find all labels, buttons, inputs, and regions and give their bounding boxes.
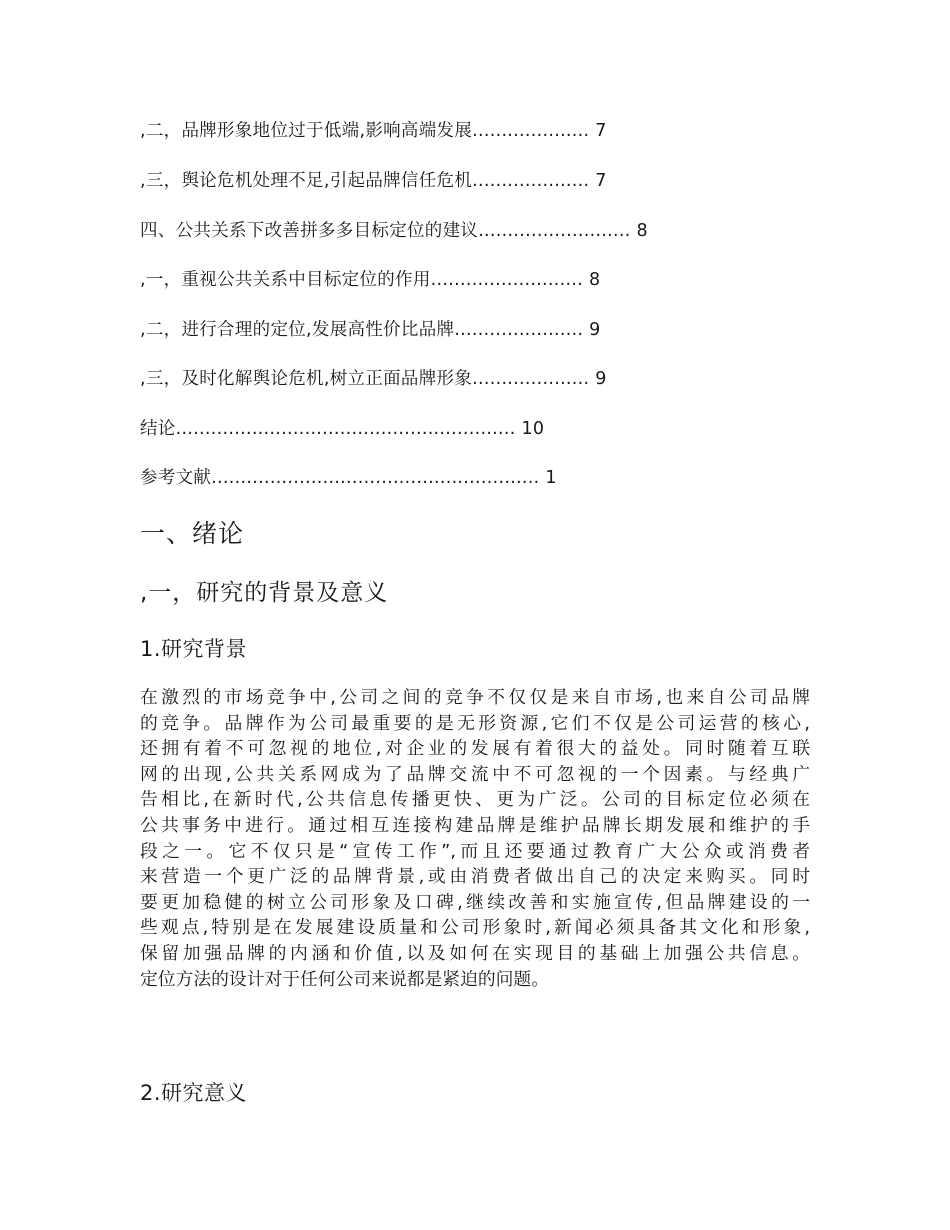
heading-background: 1.研究背景: [140, 637, 248, 661]
toc-entry: ,一，重视公共关系中目标定位的作用.......................... 8: [140, 270, 601, 290]
paragraph-line: 来营造一个更广泛的品牌背景,或由消费者做出自己的决定来购买。同时: [140, 866, 810, 888]
toc-entry: ,三，及时化解舆论危机,树立正面品牌形象.................... 9: [140, 369, 607, 389]
paragraph-line: 在激烈的市场竞争中,公司之间的竞争不仅仅是来自市场,也来自公司品牌: [140, 687, 810, 708]
toc-entry: ,二，进行合理的定位,发展高性价比品牌...................... 9: [140, 320, 601, 340]
toc-entry: ,三，舆论危机处理不足,引起品牌信任危机.................... 7: [140, 171, 607, 191]
paragraph-line: 保留加强品牌的内涵和价值,以及如何在实现目的基础上加强公共信息。: [140, 942, 810, 964]
toc-entry: 参考文献........................................................ 1: [140, 468, 557, 488]
toc-entry: 四、公共关系下改善拼多多目标定位的建议.......................... 8: [140, 221, 648, 241]
paragraph-line: 要更加稳健的树立公司形象及口碑,继续改善和实施宣传,但品牌建设的一: [140, 891, 810, 913]
paragraph-line: 定位方法的设计对于任何公司来说都是紧迫的问题。: [140, 968, 549, 990]
subsection-title: ,一，研究的背景及意义: [140, 580, 389, 606]
paragraph-line: 网的出现,公共关系网成为了品牌交流中不可忽视的一个因素。与经典广: [140, 763, 810, 785]
toc-entry: 结论.......................................................... 10: [140, 419, 545, 439]
paragraph-line: 还拥有着不可忽视的地位,对企业的发展有着很大的益处。同时随着互联: [140, 738, 810, 760]
paragraph-line: 的竞争。品牌作为公司最重要的是无形资源,它们不仅是公司运营的核心,: [140, 712, 810, 734]
toc-entry: ,二，品牌形象地位过于低端,影响高端发展.................... 7: [140, 121, 607, 141]
chapter-title: 一、绪论: [140, 519, 245, 548]
paragraph-line: 公共事务中进行。通过相互连接构建品牌是维护品牌长期发展和维护的手: [140, 814, 810, 836]
paragraph-line: 段之一。它不仅只是“宣传工作”,而且还要通过教育广大公众或消费者: [140, 840, 810, 862]
body-paragraph: [140, 685, 810, 992]
heading-significance: 2.研究意义: [140, 1081, 248, 1105]
paragraph-line: 告相比,在新时代,公共信息传播更快、更为广泛。公司的目标定位必须在: [140, 789, 810, 811]
paragraph-line: 些观点,特别是在发展建设质量和公司形象时,新闻必须具备其文化和形象,: [140, 917, 810, 939]
